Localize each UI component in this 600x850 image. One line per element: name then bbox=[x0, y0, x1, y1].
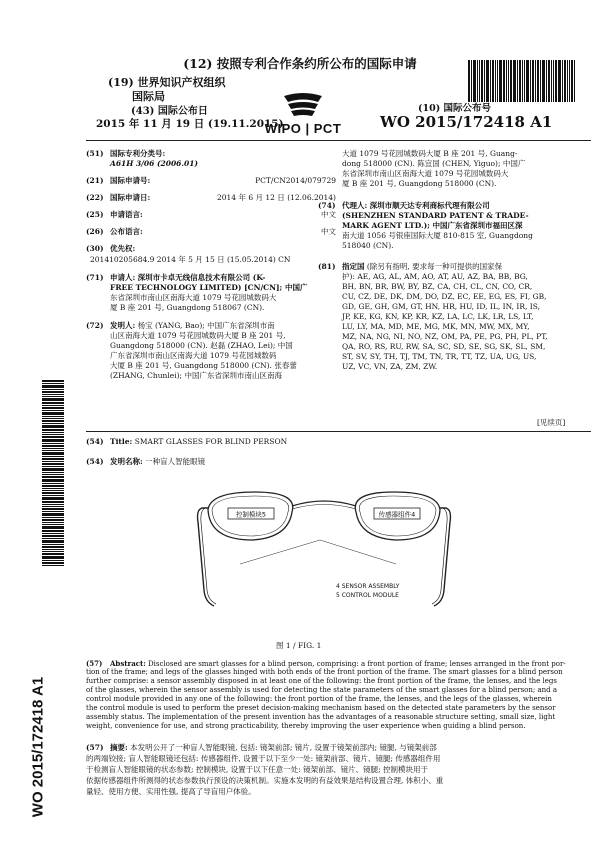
figure-legend-2: 5 CONTROL MODULE bbox=[336, 592, 399, 599]
applicant-line: 厦 B 座 201 号, Guangdong 518067 (CN). bbox=[110, 303, 265, 312]
priority-value: 201410205684.9 2014 年 5 月 15 日 (15.05.2014) CN bbox=[90, 255, 291, 264]
agent-line: 518040 (CN). bbox=[342, 241, 394, 250]
sensor-assembly-label: 传感器组件4 bbox=[378, 510, 416, 519]
agent-line: MARK AGENT LTD.); 中国广东省深圳市福田区深 bbox=[342, 221, 523, 230]
abstract-en-line: the control module is used to perform the preset decision-making mechanism based on the detected state parameters by the sensor bbox=[86, 704, 556, 712]
pub-date: 2015 年 11 月 19 日 (19.11.2015) bbox=[96, 118, 284, 130]
barcode-top bbox=[468, 60, 590, 102]
designated-line: BH, BN, BR, BW, BY, BZ, CA, CH, CL, CN, CO, CR, bbox=[342, 282, 533, 291]
designated-line: JP, KE, KG, KN, KP, KR, KZ, LA, LC, LK, LR, LS, LT, bbox=[342, 312, 534, 321]
side-pub-no bbox=[28, 652, 48, 842]
glasses-drawing bbox=[180, 478, 480, 638]
header-divider bbox=[86, 140, 591, 141]
field-30: (30) 优先权: bbox=[86, 244, 136, 253]
applicant-line: FREE TECHNOLOGY LIMITED) [CN/CN]; 中国广 bbox=[110, 283, 308, 292]
figure-glasses bbox=[180, 478, 480, 638]
abstract-en-line: tion of the frame; and legs of the glasses hinged with both ends of the front portion of the frame. The smart glasses for a blind person bbox=[86, 668, 563, 676]
abstract-en-line: of the glasses, wherein the sensor assembly is used for detecting the state parameters of the smart glasses for a blind person; and a bbox=[86, 686, 558, 694]
abstract-cn-line: 的两端铰接; 盲人智能眼镜还包括: 传感器组件, 设置于以下至少一处: 镜架前部、镜片、镜腿; 传感器组件用 bbox=[86, 754, 441, 763]
field-81: (81) 指定国 (除另有指明, 要求每一种可提供的国家保 bbox=[318, 262, 503, 271]
field-22: (22) 国际申请日: 2014 年 6 月 12 日 (12.06.2014) bbox=[86, 193, 336, 202]
inventor-line: Guangdong 518000 (CN). 赵磊 (ZHAO, Lei); 中国 bbox=[110, 341, 293, 350]
inventor-line: 山区南海大道 1079 号花园城数码大厦 B 座 201 号, bbox=[110, 331, 286, 340]
designated-line: ST, SV, SY, TH, TJ, TM, TN, TR, TT, TZ, UA, UG, US, bbox=[342, 352, 537, 361]
field-72: (72) 发明人: 杨宝 (YANG, Bao); 中国广东省深圳市南 bbox=[86, 321, 275, 330]
field-71: (71) 申请人: 深圳市卡卓无线信息技术有限公司 (K- bbox=[86, 273, 266, 282]
inventor-line: (ZHANG, Chunlei); 中国广东省深圳市南山区南海 bbox=[110, 371, 282, 380]
pub-date-label: (43) 国际公布日 bbox=[131, 106, 208, 117]
document-header-title: (12) 按照专利合作条约所公布的国际申请 bbox=[183, 56, 417, 71]
abstract-en-line: (57) Abstract: Disclosed are smart glasses for a blind person, comprising: a front portion of frame; lenses arranged in the front por- bbox=[86, 659, 566, 668]
field-51: (51) 国际专利分类号: bbox=[86, 149, 166, 158]
abstract-en-line: further comprise: a sensor assembly disposed in at least one of the following: the front portion of the frame, the lenses, and the legs bbox=[86, 677, 557, 685]
wipo-logo bbox=[262, 92, 344, 138]
abstract-cn-line: 于检测盲人智能眼镜的状态参数; 控制模块, 设置于以下任意一处: 镜架前部、镜片、镜腿; 控制模块用于 bbox=[86, 765, 428, 774]
abstract-en-line: weight, convenience for use, and strong practicability, thereby improving the user experience when guiding a blind person. bbox=[86, 722, 526, 730]
inventor-cont-line: 厦 B 座 201 号, Guangdong 518000 (CN). bbox=[342, 179, 497, 188]
designated-line: LU, LY, MA, MD, ME, MG, MK, MN, MW, MX, MY, bbox=[342, 322, 530, 331]
designated-line: 护): AE, AG, AL, AM, AO, AT, AU, AZ, BA, BB, BG, bbox=[342, 272, 528, 281]
field-25: (25) 申请语言: 中文 bbox=[86, 210, 336, 219]
abstract-en-line: assembly status. The implementation of the present invention has the advantages of a reasonable structure setting, small size, light bbox=[86, 713, 556, 721]
wipo-pct-text: WIPO | PCT bbox=[264, 121, 342, 136]
inventor-cont-line: 东省深圳市南山区南海大道 1079 号花园城数码大 bbox=[342, 169, 509, 178]
agent-line: (SHENZHEN STANDARD PATENT & TRADE- bbox=[342, 211, 529, 220]
designated-line: CU, CZ, DE, DK, DM, DO, DZ, EC, EE, EG, ES, FI, GB, bbox=[342, 292, 547, 301]
section-divider bbox=[86, 431, 591, 432]
designated-line: UZ, VC, VN, ZA, ZM, ZW. bbox=[342, 362, 438, 371]
pub-no: WO 2015/172418 A1 bbox=[380, 113, 553, 131]
title-en: (54) Title: SMART GLASSES FOR BLIND PERSON bbox=[86, 437, 288, 446]
title-cn: (54) 发明名称: 一种盲人智能眼镜 bbox=[86, 457, 206, 466]
designated-line: MZ, NA, NG, NI, NO, NZ, OM, PA, PE, PG, PH, PL, PT, bbox=[342, 332, 548, 341]
abstract-cn-line: 依据传感器组件所测得的状态参数执行预设的决策机制。实施本发明的有益效果是结构设置合理, 体积小、重 bbox=[86, 776, 444, 785]
control-module-label: 控制模块5 bbox=[235, 510, 267, 519]
inventor-line: 大厦 B 座 201 号, Guangdong 518000 (CN). 张春蕾 bbox=[110, 361, 297, 370]
field-26: (26) 公布语言: 中文 bbox=[86, 227, 336, 236]
pub-no-label: (10) 国际公布号 bbox=[418, 103, 492, 114]
abstract-cn-line: (57) 摘要: 本发明公开了一种盲人智能眼镜, 包括: 镜架前部; 镜片, 设置于镜架前部内; 镜腿, 与镜架前部 bbox=[86, 743, 437, 752]
abstract-cn-line: 量轻、使用方便、实用性强, 提高了导盲用户体验。 bbox=[86, 787, 256, 796]
designated-line: QA, RO, RS, RU, RW, SA, SC, SD, SE, SG, SK, SL, SM, bbox=[342, 342, 546, 351]
figure-caption: 图 1 / FIG. 1 bbox=[276, 641, 322, 650]
wipo-org-line2: 国际局 bbox=[132, 90, 165, 103]
field-21: (21) 国际申请号: PCT/CN2014/079729 bbox=[86, 176, 336, 185]
inventor-line: 广东省深圳市南山区南海大道 1079 号花园城数码 bbox=[110, 351, 277, 360]
field-74: (74) 代理人: 深圳市顺天达专利商标代理有限公司 bbox=[318, 201, 490, 210]
side-pub-no-text: WO 2015/172418 A1 bbox=[29, 676, 47, 818]
applicant-line: 东省深圳市南山区南海大道 1079 号花园城数码大 bbox=[110, 293, 277, 302]
barcode-side bbox=[42, 380, 64, 648]
designated-line: GD, GE, GH, GM, GT, HN, HR, HU, ID, IL, IN, IR, IS, bbox=[342, 302, 541, 311]
continued-note: [见续页] bbox=[537, 418, 566, 427]
abstract-en-line: control module provided in any one of the following: the front portion of the frame, the lenses, and the legs of the glasses, wherein bbox=[86, 695, 552, 703]
wipo-org-line1: (19) 世界知识产权组织 bbox=[108, 76, 226, 89]
agent-line: 南大道 1056 号银座国际大厦 810-815 室, Guangdong bbox=[342, 231, 533, 240]
figure-legend-1: 4 SENSOR ASSEMBLY bbox=[336, 583, 400, 590]
ipc-value: A61H 3/06 (2006.01) bbox=[110, 159, 198, 168]
inventor-cont-line: 大道 1079 号花园城数码大厦 B 座 201 号, Guang- bbox=[342, 149, 518, 158]
inventor-cont-line: dong 518000 (CN). 陈宜国 (CHEN, Yiguo); 中国广 bbox=[342, 159, 526, 168]
